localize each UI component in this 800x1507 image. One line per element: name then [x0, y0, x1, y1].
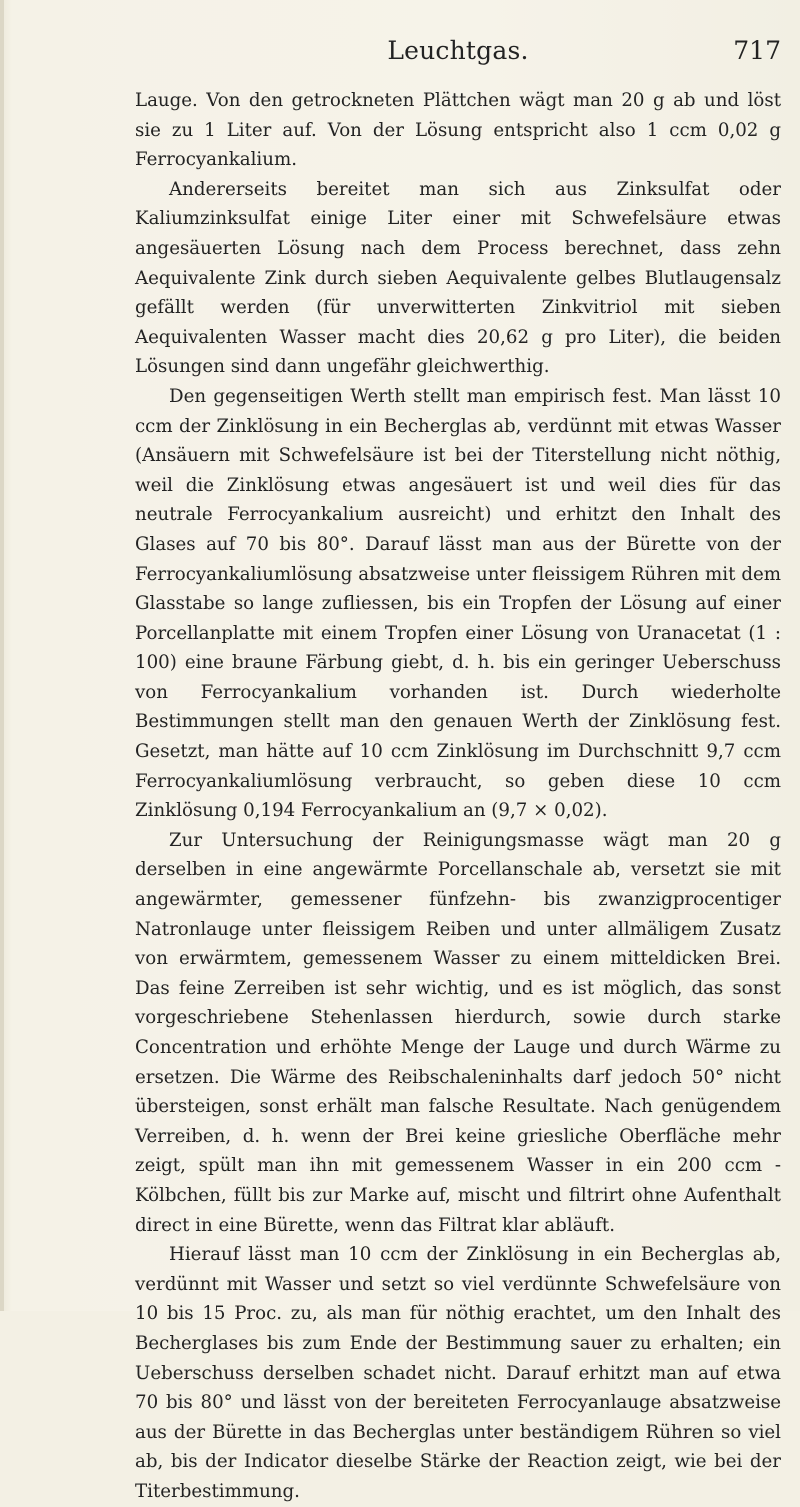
paragraph-zinklosung-preparation: Andererseits bereitet man sich aus Zinksulfat oder Kaliumzinksulfat einige Liter einer mit Schwefelsäure etwas angesäuerten Lösung nach dem Process berechnet, dass zehn Aequivalente Zink durch sieben Aequivalente gelbes Blutlaugensalz gefällt werden (für unverwitterten Zinkvitriol mit sieben Aequivalenten Wasser macht dies 20,62 g pro Liter), die beiden Lösungen sind dann ungefähr gleichwerthig. — [135, 178, 781, 378]
paragraph-titerstellung: Den gegenseitigen Werth stellt man empirisch fest. Man lässt 10 ccm der Zinklösung in ein Becherglas ab, verdünnt mit etwas Wasser (Ansäuern mit Schwefelsäure ist bei der Titerstellung nicht nöthig, weil die Zinklösung etwas angesäuert ist und weil dies für das neutrale Ferrocyankalium ausreicht) und erhitzt den Inhalt des Glases auf 70 bis 80°. Darauf lässt man aus der Bürette von der Ferrocyankaliumlösung absatzweise unter fleissigem Rühren mit dem Glasstabe so lange zufliessen, bis ein Tropfen der Lösung auf einer Porcellanplatte mit einem Tropfen einer Lösung von Uranacetat (1 : 100) eine braune Färbung giebt, d. h. bis ein geringer Ueberschuss von Ferrocyankalium vorhanden ist. Durch wiederholte Bestimmungen stellt man den genauen Werth der Zinklösung fest. Gesetzt, man hätte auf 10 ccm Zinklösung im Durchschnitt 9,7 ccm Ferrocyankaliumlösung verbraucht, so geben diese 10 ccm Zinklösung 0,194 Ferrocyankalium an (9,7 × 0,02). — [135, 385, 781, 822]
paragraph-bestimmung: Hierauf lässt man 10 ccm der Zinklösung in ein Becherglas ab, verdünnt mit Wasser und setzt so viel verdünnte Schwefelsäure von 10 bis 15 Proc. zu, als man für nöthig erachtet, um den Inhalt des Becherglases bis zum Ende der Bestimmung sauer zu erhalten; ein Ueberschuss derselben schadet nicht. Darauf erhitzt man auf etwa 70 bis 80° und lässt von der bereiteten Ferrocyanlauge absatzweise aus der Bürette in das Becherglas unter beständigem Rühren so viel ab, bis der Indicator dieselbe Stärke der Reaction zeigt, wie bei der Titerbestimmung. — [135, 1244, 781, 1502]
paragraph-lauge: Lauge. Von den getrockneten Plättchen wägt man 20 g ab und löst sie zu 1 Liter auf. Von der Lösung entspricht also 1 ccm 0,02 g Ferrocyankalium. — [135, 90, 781, 171]
running-head: Leuchtgas. — [387, 36, 529, 65]
page-number: 717 — [733, 36, 781, 65]
body-text — [135, 86, 781, 1507]
page-header — [135, 36, 781, 76]
page-binding-edge — [0, 0, 4, 1311]
paragraph-reinigungsmasse: Zur Untersuchung der Reinigungsmasse wägt man 20 g derselben in eine angewärmte Porcellanschale ab, versetzt sie mit angewärmter, gemessener fünfzehn- bis zwanzigprocentiger Natronlauge unter fleissigem Reiben und unter allmäligem Zusatz von erwärmtem, gemessenem Wasser zu einem mitteldicken Brei. Das feine Zerreiben ist sehr wichtig, und es ist möglich, das sonst vorgeschriebene Stehenlassen hierdurch, sowie durch starke Concentration und erhöhte Menge der Lauge und durch Wärme zu ersetzen. Die Wärme des Reibschaleninhalts darf jedoch 50° nicht übersteigen, sonst erhält man falsche Resultate. Nach genügendem Verreiben, d. h. wenn der Brei keine griesliche Oberfläche mehr zeigt, spült man ihn mit gemessenem Wasser in ein 200 ccm - Kölbchen, füllt bis zur Marke auf, mischt und filtrirt ohne Aufenthalt direct in eine Bürette, wenn das Filtrat klar abläuft. — [135, 829, 781, 1236]
